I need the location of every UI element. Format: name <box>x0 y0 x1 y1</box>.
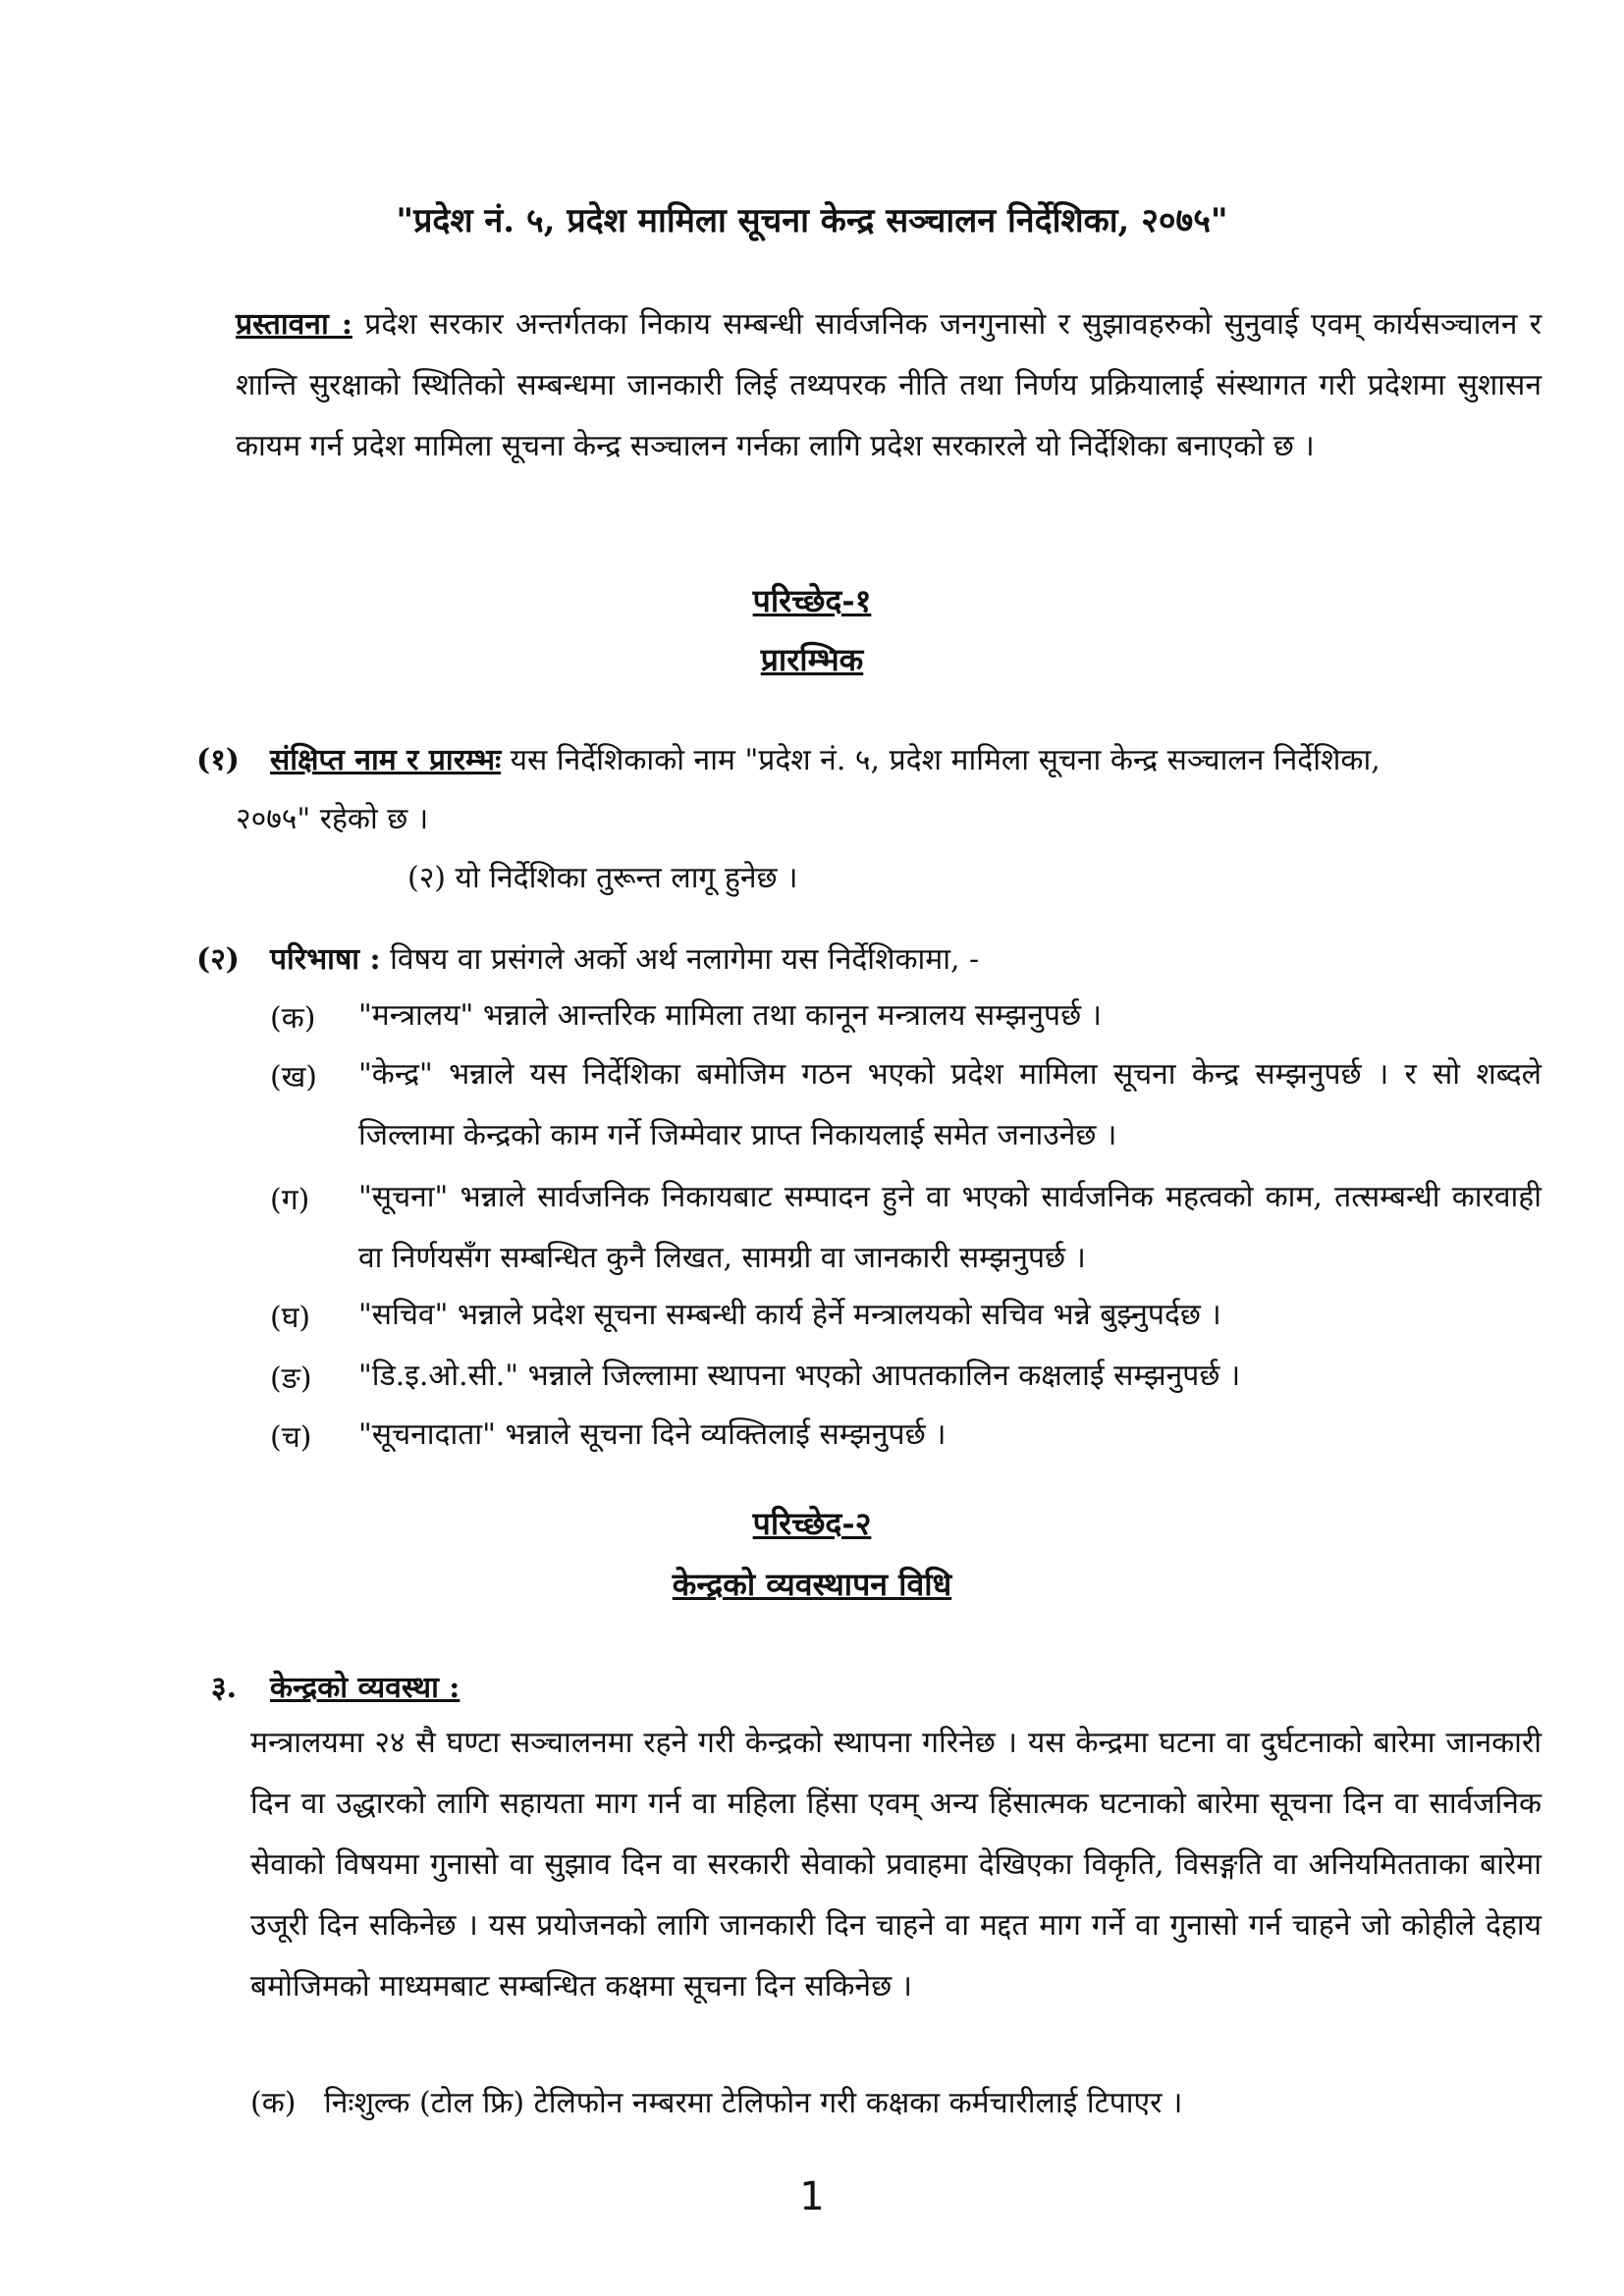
section1-sub: (२) यो निर्देशिका तुरून्त लागू हुनेछ । <box>407 861 798 895</box>
section1-text-line1: यस निर्देशिकाको नाम "प्रदेश नं. ५, प्रदेश मामिला सूचना केन्द्र सञ्चालन निर्देशिका, <box>501 743 1380 777</box>
definition-label: (ख) <box>270 1060 317 1095</box>
definition-text: "मन्त्रालय" भन्नाले आन्तरिक मामिला तथा कानून मन्त्रालय सम्झनुपर्छ । <box>358 998 1103 1033</box>
definition-label: (ङ) <box>270 1362 312 1396</box>
definition-label: (क) <box>270 1001 316 1036</box>
section2-number: (२) <box>196 942 240 977</box>
definition-text: "केन्द्र" भन्नाले यस निर्देशिका बमोजिम गठन भएको प्रदेश मामिला सूचना केन्द्र सम्झनुपर्छ । र सो शब्दले जिल्लामा केन्द्रको काम गर्ने जिम्मेवार प्राप्त निकायलाई समेत जनाउनेछ । <box>358 1057 1542 1152</box>
chapter1-heading: परिच्छेद-१ <box>752 582 872 619</box>
section3-item-label: (क) <box>250 2086 297 2120</box>
section2-line <box>270 937 979 978</box>
section2-label: परिभाषा : <box>270 942 381 977</box>
definition-label: (ग) <box>270 1183 310 1217</box>
chapter1-subheading: प्रारम्भिक <box>760 641 864 678</box>
preamble-paragraph <box>236 294 1542 477</box>
section3-number: ३. <box>211 1671 238 1705</box>
preamble-text: प्रदेश सरकार अन्तर्गतका निकाय सम्बन्धी सार्वजनिक जनगुनासो र सुझावहरुको सुनुवाई एवम् कार्यसञ्चालन र शान्ति सुरक्षाको स्थितिको सम्बन्धमा जानकारी लिई तथ्यपरक नीति तथा निर्णय प्रक्रियालाई संस्थागत गरी प्रदेशमा सुशासन कायम गर्न प्रदेश मामिला सूचना केन्द्र सञ्चालन गर्नका लागि प्रदेश सरकारले यो निर्देशिका बनाएको छ । <box>236 307 1542 463</box>
document-title: "प्रदेश नं. ५, प्रदेश मामिला सूचना केन्द्र सञ्चालन निर्देशिका, २०७५" <box>396 201 1228 240</box>
page-number: 1 <box>799 2174 825 2219</box>
section1-label: संक्षिप्त नाम र प्रारम्भः <box>270 743 502 777</box>
definition-text: "डि.इ.ओ.सी." भन्नाले जिल्लामा स्थापना भएको आपतकालिन कक्षलाई सम्झनुपर्छ । <box>358 1359 1241 1393</box>
section3-item-text: निःशुल्क (टोल फ्रि) टेलिफोन नम्बरमा टेलिफोन गरी कक्षका कर्मचारीलाई टिपाएर । <box>324 2086 1183 2120</box>
definition-label: (घ) <box>270 1301 311 1335</box>
section3-label: केन्द्रको व्यवस्था : <box>270 1671 460 1705</box>
chapter2-subheading: केन्द्रको व्यवस्थापन विधि <box>672 1566 952 1603</box>
definition-text: "सचिव" भन्नाले प्रदेश सूचना सम्बन्धी कार्य हेर्ने मन्त्रालयको सचिव भन्ने बुझ्नुपर्दछ । <box>358 1298 1221 1332</box>
section1-text-line2: २०७५" रहेको छ । <box>236 802 429 836</box>
definition-label: (च) <box>270 1420 312 1455</box>
section1-number: (१) <box>196 743 240 777</box>
preamble-label: प्रस्तावना : <box>236 307 352 342</box>
section2-text: विषय वा प्रसंगले अर्को अर्थ नलागेमा यस निर्देशिकामा, - <box>380 942 980 977</box>
section3-paragraph: मन्त्रालयमा २४ सै घण्टा सञ्चालनमा रहने गरी केन्द्रको स्थापना गरिनेछ । यस केन्द्रमा घटना वा दुर्घटनाको बारेमा जानकारी दिन वा उद्धारको लागि सहायता माग गर्न वा महिला हिंसा एवम् अन्य हिंसात्मक घटनाको बारेमा सूचना दिन वा सार्वजनिक सेवाको विषयमा गुनासो वा सुझाव दिन वा सरकारी सेवाको प्रवाहमा देखिएका विकृति, विसङ्गति वा अनियमितताका बारेमा उजूरी दिन सकिनेछ । यस प्रयोजनको लागि जानकारी दिन चाहने वा मद्दत माग गर्ने वा गुनासो गर्न चाहने जो कोहीले देहाय बमोजिमको माध्यमबाट सम्बन्धित कक्षमा सूचना दिन सकिनेछ । <box>250 1726 1542 2003</box>
chapter2-heading: परिच्छेद-२ <box>752 1505 872 1542</box>
definition-text: "सूचना" भन्नाले सार्वजनिक निकायबाट सम्पादन हुने वा भएको सार्वजनिक महत्वको काम, तत्सम्बन्धी कारवाही वा निर्णयसँग सम्बन्धित कुनै लिखत, सामग्री वा जानकारी सम्झनुपर्छ । <box>358 1180 1542 1275</box>
definition-text: "सूचनादाता" भन्नाले सूचना दिने व्यक्तिलाई सम्झनुपर्छ । <box>358 1417 947 1452</box>
section1-line1 <box>270 738 1380 778</box>
